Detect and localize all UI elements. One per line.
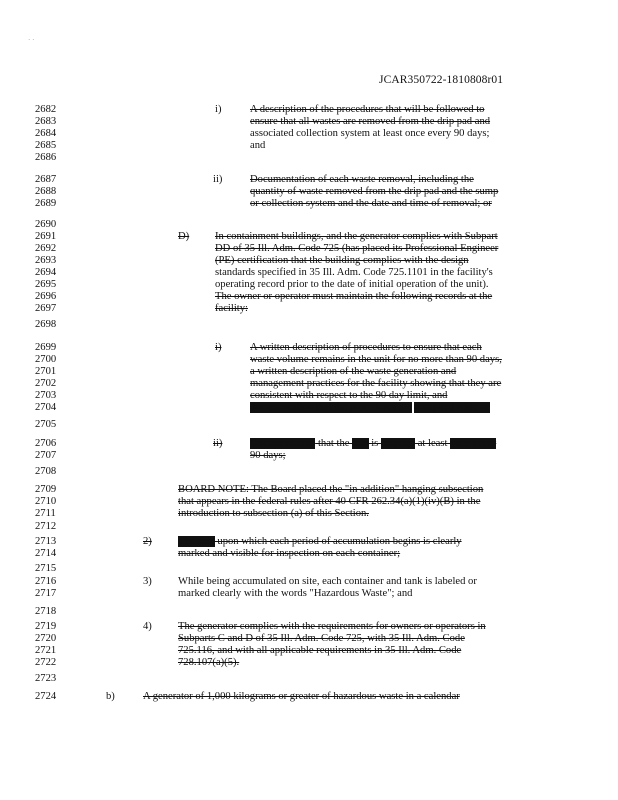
text-fragment: upon which each period of accumulation begins	[214, 536, 421, 547]
line-number: 2689	[35, 198, 57, 209]
line-number: 2693	[35, 255, 57, 266]
text-line-2689: or collection system and the date and time of removal; or	[250, 198, 492, 209]
item-label-i: i)	[215, 104, 222, 115]
text-line-2687: Documentation of each waste removal, including the	[250, 174, 474, 185]
item-label-ii-2: ii)	[213, 438, 223, 449]
redacted-text: once every	[450, 438, 497, 449]
text-fragment: is clearly	[420, 536, 462, 547]
text-line-2691: In containment buildings, and the generator complies with Subpart	[215, 231, 498, 242]
item-label-i-2: i)	[215, 342, 222, 353]
line-number: 2690	[35, 219, 57, 230]
text-line-2702: management practices for the facility showing that they are	[250, 378, 502, 389]
line-number: 2696	[35, 291, 57, 302]
text-line-2684: associated collection system at least once every 90 days;	[250, 128, 490, 139]
document-id-header: JCAR350722-1810808r01	[379, 74, 504, 86]
redacted-text: emptied	[380, 438, 416, 449]
redacted-text: The date	[178, 536, 215, 547]
scan-specks: · ·	[28, 36, 35, 44]
board-note-line-2710: that appears in the federal rules after 40 CFR 262.34(a)(1)(iv)(B) in the	[178, 496, 481, 507]
text-line-2704	[250, 402, 490, 414]
text-line-2703: consistent with respect to the 90 day limit, and	[250, 390, 448, 401]
redacted-text: unit	[352, 438, 369, 449]
line-number: 2722	[35, 657, 57, 668]
text-fragment: at least	[415, 438, 451, 449]
item-label-4: 4)	[143, 621, 152, 632]
line-number: 2684	[35, 128, 57, 139]
line-number: 2697	[35, 303, 57, 314]
line-number: 2718	[35, 606, 57, 617]
redacted-text: Documentation	[250, 438, 316, 449]
line-number: 2707	[35, 450, 57, 461]
text-line-2707: 90 days;	[250, 450, 286, 461]
line-number: 2716	[35, 576, 57, 587]
line-number: 2700	[35, 354, 57, 365]
text-line-2724: A generator of 1,000 kilograms or greater of hazardous waste in a calendar	[143, 691, 460, 702]
line-number: 2711	[35, 508, 56, 519]
text-fragment: that the	[315, 438, 353, 449]
line-number: 2710	[35, 496, 57, 507]
line-number: 2715	[35, 563, 57, 574]
item-label-2: 2)	[143, 536, 152, 547]
text-line-2720: Subparts C and D of 35 Ill. Adm. Code 725, with 35 Ill. Adm. Code	[178, 633, 465, 644]
board-note-line-2711: introduction to subsection (a) of this Section.	[178, 508, 369, 519]
line-number: 2714	[35, 548, 57, 559]
line-number: 2702	[35, 378, 57, 389]
line-number: 2701	[35, 366, 57, 377]
item-label-b: b)	[106, 691, 115, 702]
text-line-2717: marked clearly with the words "Hazardous Waste"; and	[178, 588, 413, 599]
redacted-text: documentation that the procedures are	[250, 402, 412, 413]
line-number: 2721	[35, 645, 57, 656]
text-line-2697: facility:	[215, 303, 248, 314]
text-line-2706	[250, 438, 496, 450]
text-line-2695: operating record prior to the date of initial operation of the unit).	[215, 279, 489, 290]
item-label-ii: ii)	[213, 174, 223, 185]
text-line-2683: ensure that all wastes are removed from the drip pad and	[250, 116, 491, 127]
text-line-2722: 728.107(a)(5).	[178, 657, 240, 668]
text-line-2719: The generator complies with the requirements for owners or operators in	[178, 621, 486, 632]
text-line-2682: A description of the procedures that will be followed to	[250, 104, 485, 115]
text-line-2685: and	[250, 140, 266, 151]
line-number: 2688	[35, 186, 57, 197]
line-number: 2686	[35, 152, 57, 163]
item-label-D: D)	[178, 231, 190, 242]
text-line-2694: standards specified in 35 Ill. Adm. Code 725.1101 in the facility's	[215, 267, 493, 278]
line-number: 2717	[35, 588, 57, 599]
text-line-2713	[178, 536, 462, 548]
line-number: 2692	[35, 243, 57, 254]
line-number: 2704	[35, 402, 57, 413]
line-number: 2705	[35, 419, 57, 430]
line-number: 2687	[35, 174, 57, 185]
text-line-2716: While being accumulated on site, each container and tank is labeled or	[178, 576, 477, 587]
text-line-2700: waste volume remains in the unit for no more than 90 days,	[250, 354, 502, 365]
line-number: 2706	[35, 438, 57, 449]
line-number: 2703	[35, 390, 57, 401]
line-number: 2708	[35, 466, 57, 477]
line-number: 2699	[35, 342, 57, 353]
line-number: 2713	[35, 536, 57, 547]
text-line-2696: The owner or operator must maintain the following records at the	[215, 291, 493, 302]
line-number: 2723	[35, 673, 57, 684]
line-number: 2691	[35, 231, 57, 242]
text-fragment: for inspection on each container;	[258, 548, 401, 559]
redacted-text: complied with; or	[414, 402, 490, 413]
line-number: 2698	[35, 319, 57, 330]
line-number: 2712	[35, 521, 57, 532]
text-fragment: is	[368, 438, 381, 449]
line-number: 2694	[35, 267, 57, 278]
text-line-2721: 725.116, and with all applicable requirements in 35 Ill. Adm. Code	[178, 645, 462, 656]
text-line-2714	[178, 548, 400, 560]
line-number: 2720	[35, 633, 57, 644]
text-line-2693: (PE) certification that the building complies with the design	[215, 255, 469, 266]
line-number: 2685	[35, 140, 57, 151]
line-number: 2709	[35, 484, 57, 495]
line-number: 2695	[35, 279, 57, 290]
line-number: 2724	[35, 691, 57, 702]
item-label-3: 3)	[143, 576, 152, 587]
line-number: 2683	[35, 116, 57, 127]
text-line-2699: A written description of procedures to ensure that each	[250, 342, 482, 353]
text-fragment: marked and visible	[178, 548, 259, 559]
board-note-line-2709: BOARD NOTE: The Board placed the "in addition" hanging subsection	[178, 484, 484, 495]
text-line-2692: DD of 35 Ill. Adm. Code 725 (has placed its Professional Engineer	[215, 243, 499, 254]
text-line-2688: quantity of waste removed from the drip pad and the sump	[250, 186, 499, 197]
text-line-2701: a written description of the waste generation and	[250, 366, 457, 377]
line-number: 2682	[35, 104, 57, 115]
line-number: 2719	[35, 621, 57, 632]
